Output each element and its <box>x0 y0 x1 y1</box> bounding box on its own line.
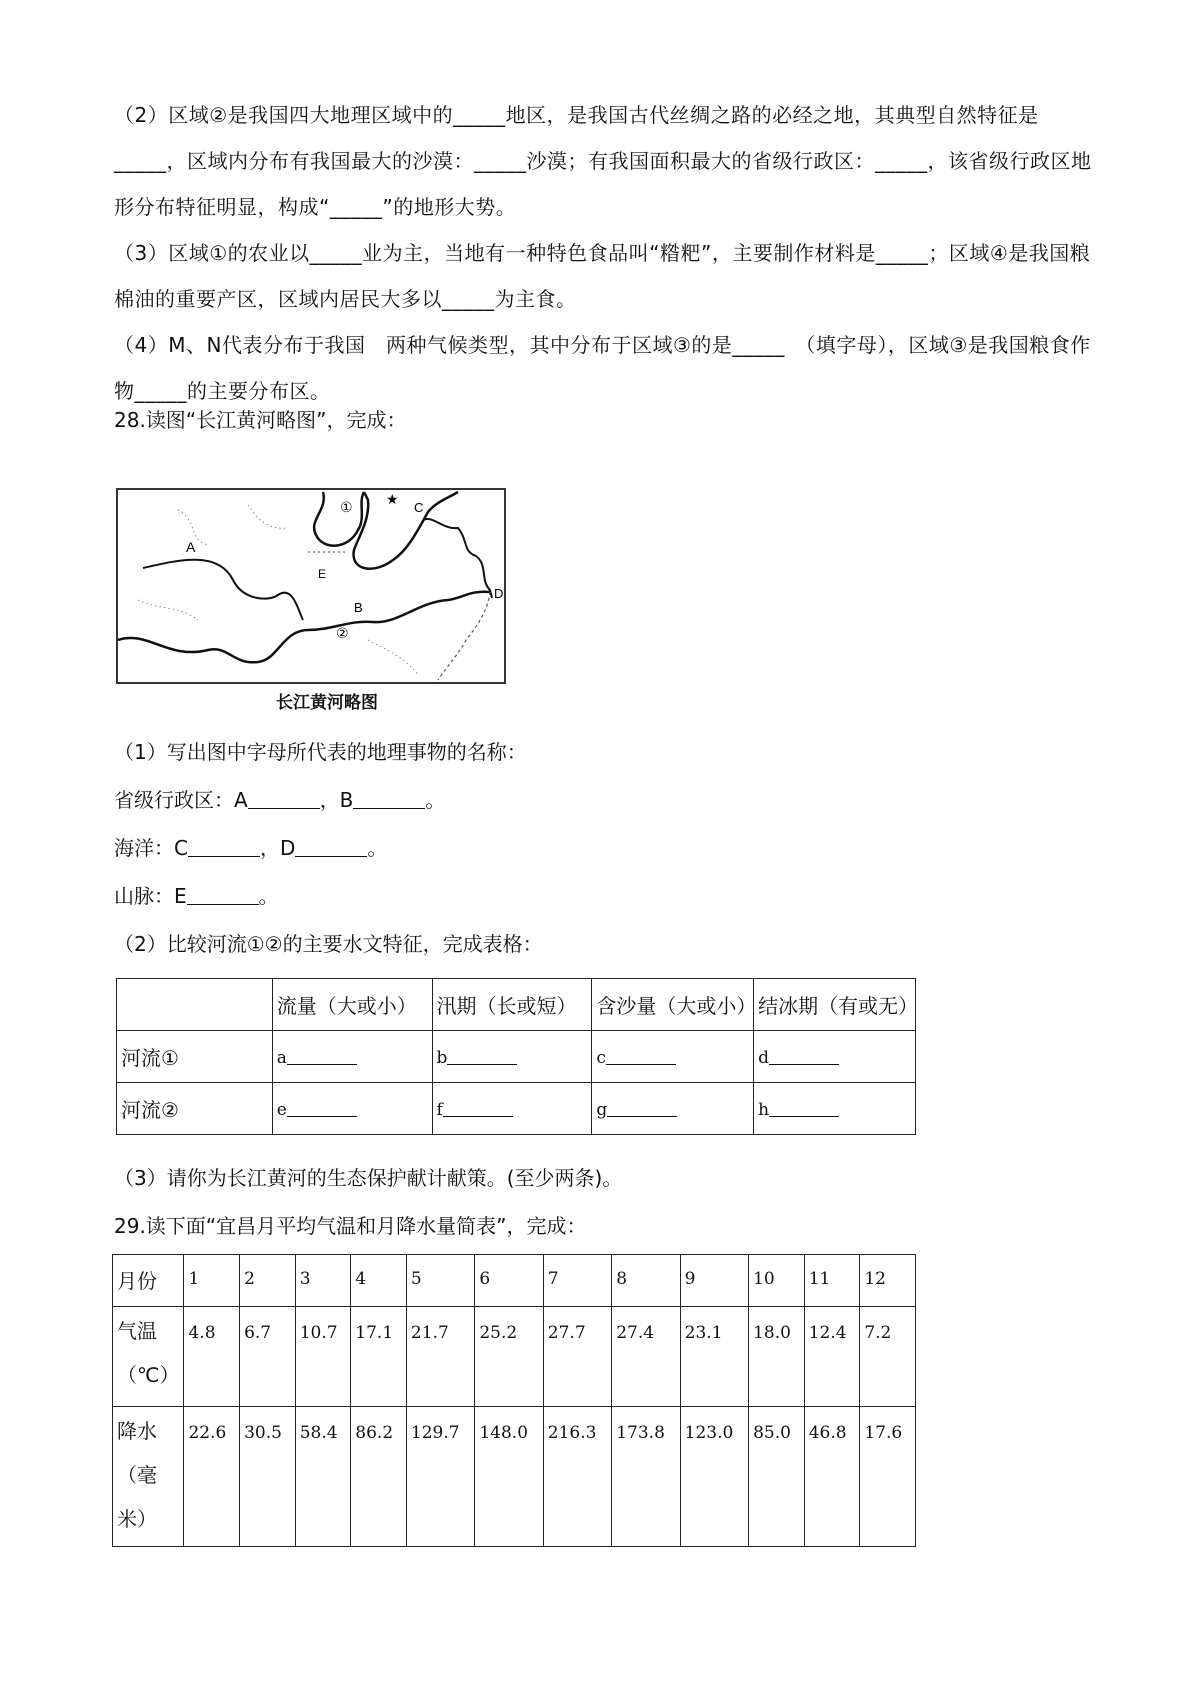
month-cell: 3 <box>295 1255 351 1307</box>
month-label: 月份 <box>113 1255 184 1307</box>
province-b-label: ，B <box>319 788 354 812</box>
precip-cell: 85.0 <box>749 1407 805 1547</box>
q27-part3: （3）区域①的农业以_____业为主，当地有一种特色食品叫“糌粑”，主要制作材料是_____；区域④是我国粮棉油的重要产区，区域内居民大多以_____为主食。 <box>114 241 1091 311</box>
q27-part4: （4）M、N代表分布于我国 两种气候类型，其中分布于区域③的是_____ （填字母），区域③是我国粮食作物_____的主要分布区。 <box>114 333 1091 403</box>
precip-cell: 22.6 <box>184 1407 240 1547</box>
sea-d-label: ，D <box>259 836 296 860</box>
yichang-climate-table <box>112 1254 916 1547</box>
q28-sub1: （1）写出图中字母所代表的地理事物的名称： <box>114 740 527 764</box>
temp-cell: 12.4 <box>804 1307 860 1407</box>
temp-cell: 10.7 <box>295 1307 351 1407</box>
temp-cell: 17.1 <box>351 1307 407 1407</box>
answer-blank-e[interactable] <box>187 886 259 905</box>
temp-cell: 4.8 <box>184 1307 240 1407</box>
precip-cell: 173.8 <box>612 1407 680 1547</box>
header-flood-season: 汛期（长或短） <box>432 979 592 1031</box>
answer-cell-g[interactable]: g <box>592 1083 754 1135</box>
answer-cell-b[interactable]: b <box>432 1031 592 1083</box>
precip-cell: 129.7 <box>406 1407 474 1547</box>
q28-sub2: （2）比较河流①②的主要水文特征，完成表格： <box>114 932 543 956</box>
q28-mountain-line <box>114 880 279 909</box>
capital-star-icon: ★ <box>386 492 399 508</box>
map-label-c: C <box>414 500 424 515</box>
answer-blank-a[interactable] <box>248 790 320 809</box>
header-sediment: 含沙量（大或小） <box>592 979 754 1031</box>
precip-cell: 86.2 <box>351 1407 407 1547</box>
precip-cell: 17.6 <box>860 1407 916 1547</box>
precip-cell: 123.0 <box>680 1407 748 1547</box>
sea-label: 海洋：C <box>114 836 188 860</box>
river-comparison-table <box>116 978 919 1135</box>
month-cell: 7 <box>543 1255 611 1307</box>
temp-cell: 6.7 <box>240 1307 296 1407</box>
mountain-label: 山脉：E <box>114 884 187 908</box>
end-mark: 。 <box>425 788 446 812</box>
yangtze-river <box>118 592 490 663</box>
coastline-south <box>438 592 490 680</box>
answer-cell-d[interactable]: d <box>754 1031 916 1083</box>
header-ice-period: 结冰期（有或无） <box>754 979 916 1031</box>
month-cell: 10 <box>749 1255 805 1307</box>
end-mark: 。 <box>367 836 388 860</box>
header-flow: 流量（大或小） <box>272 979 432 1031</box>
month-cell: 5 <box>406 1255 474 1307</box>
map-caption: 长江黄河略图 <box>276 693 378 713</box>
header-empty <box>117 979 273 1031</box>
precipitation-label: 降水 （毫 米） <box>113 1407 184 1547</box>
answer-cell-c[interactable]: c <box>592 1031 754 1083</box>
answer-blank-b[interactable] <box>353 790 425 809</box>
month-cell: 2 <box>240 1255 296 1307</box>
map-label-river-2: ② <box>336 626 349 642</box>
month-cell: 9 <box>680 1255 748 1307</box>
answer-cell-a[interactable]: a <box>272 1031 432 1083</box>
map-drawing <box>118 490 504 682</box>
answer-cell-h[interactable]: h <box>754 1083 916 1135</box>
coastline-north <box>423 519 492 598</box>
month-cell: 6 <box>475 1255 543 1307</box>
map-label-d: D <box>494 586 504 601</box>
q28-title: 28.读图“长江黄河略图”，完成： <box>114 408 407 432</box>
temp-cell: 18.0 <box>749 1307 805 1407</box>
month-cell: 11 <box>804 1255 860 1307</box>
end-mark: 。 <box>258 884 279 908</box>
temp-cell: 27.4 <box>612 1307 680 1407</box>
answer-cell-e[interactable]: e <box>272 1083 432 1135</box>
precip-cell: 148.0 <box>475 1407 543 1547</box>
map-label-b: B <box>354 600 363 615</box>
yellow-river-lower <box>354 492 458 569</box>
months-row <box>113 1255 916 1307</box>
answer-blank-d[interactable] <box>295 838 367 857</box>
answer-cell-f[interactable]: f <box>432 1083 592 1135</box>
map-label-a: A <box>186 539 196 555</box>
q28-province-line <box>114 784 445 813</box>
table-header-row <box>117 979 916 1031</box>
map-label-river-1: ① <box>340 500 353 516</box>
q28-sea-line <box>114 832 387 861</box>
answer-blank-c[interactable] <box>188 838 260 857</box>
province-label: 省级行政区：A <box>114 788 248 812</box>
table-row <box>117 1083 916 1135</box>
temp-cell: 7.2 <box>860 1307 916 1407</box>
temp-cell: 25.2 <box>475 1307 543 1407</box>
q29-title: 29.读下面“宜昌月平均气温和月降水量简表”，完成： <box>114 1214 587 1238</box>
table-row <box>117 1031 916 1083</box>
temperature-label: 气温 （℃） <box>113 1307 184 1407</box>
month-cell: 4 <box>351 1255 407 1307</box>
temp-cell: 27.7 <box>543 1307 611 1407</box>
yellow-river-west <box>143 560 303 620</box>
map-label-e: E <box>318 567 327 581</box>
q27-part2: （2）区域②是我国四大地理区域中的_____地区，是我国古代丝绸之路的必经之地，其典型自然特征是_____，区域内分布有我国最大的沙漠：_____沙漠；有我国面积最大的省级行政区：_____，该省级行政区地形分布特征明显，构成“_____”的地形大势。 <box>114 103 1092 219</box>
row-label-river-1: 河流① <box>117 1031 273 1083</box>
yangtze-yellow-river-map <box>116 488 506 684</box>
temperature-row <box>113 1307 916 1407</box>
precip-cell: 216.3 <box>543 1407 611 1547</box>
row-label-river-2: 河流② <box>117 1083 273 1135</box>
temp-cell: 23.1 <box>680 1307 748 1407</box>
month-cell: 12 <box>860 1255 916 1307</box>
precip-cell: 46.8 <box>804 1407 860 1547</box>
precip-cell: 30.5 <box>240 1407 296 1547</box>
month-cell: 8 <box>612 1255 680 1307</box>
precip-cell: 58.4 <box>295 1407 351 1547</box>
temp-cell: 21.7 <box>406 1307 474 1407</box>
month-cell: 1 <box>184 1255 240 1307</box>
precipitation-row <box>113 1407 916 1547</box>
q28-sub3: （3）请你为长江黄河的生态保护献计献策。(至少两条)。 <box>114 1166 623 1190</box>
